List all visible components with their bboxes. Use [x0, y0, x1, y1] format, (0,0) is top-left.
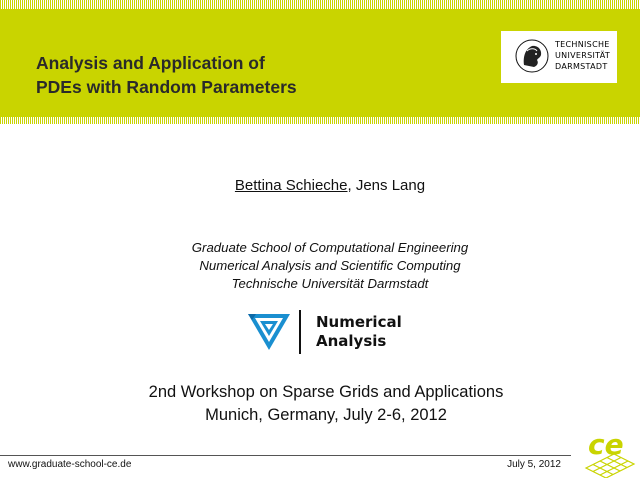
- university-name-line-3: DARMSTADT: [555, 62, 608, 71]
- header-hatch-bottom: [0, 117, 640, 124]
- footer-rule: [0, 455, 571, 456]
- coauthor-name: Jens Lang: [355, 177, 426, 194]
- header-hatch-top: [0, 0, 640, 9]
- footer-date: July 5, 2012: [507, 459, 561, 470]
- affiliation-line-3: Technische Universität Darmstadt: [231, 276, 429, 291]
- university-name-line-1: TECHNISCHE: [555, 40, 610, 49]
- numerical-analysis-wordmark: [316, 313, 402, 351]
- tu-darmstadt-logo: [501, 31, 617, 83]
- logo-divider: [299, 310, 301, 354]
- triangle-logo-icon: [248, 314, 290, 350]
- affiliation-line-1: Graduate School of Computational Engineering: [191, 240, 469, 255]
- affiliation: [0, 239, 640, 293]
- footer-url: www.graduate-school-ce.de: [8, 459, 132, 470]
- affiliation-line-2: Numerical Analysis and Scientific Computing: [199, 258, 461, 273]
- slide-title-line-2: PDEs with Random Parameters: [36, 77, 297, 97]
- slide-title: [36, 51, 297, 99]
- wordmark-line-2: Analysis: [316, 332, 387, 350]
- authors: [0, 177, 640, 194]
- author-separator: ,: [347, 177, 356, 194]
- athena-seal-icon: [515, 39, 549, 73]
- slide-title-line-1: Analysis and Application of: [36, 53, 265, 73]
- event-name: 2nd Workshop on Sparse Grids and Applications: [148, 383, 504, 401]
- event-info: [0, 381, 640, 427]
- ce-logo-icon: [578, 424, 638, 478]
- svg-text:ce: ce: [588, 428, 624, 461]
- university-name: [555, 39, 610, 72]
- presenter-name: Bettina Schieche: [234, 177, 348, 194]
- wordmark-line-1: Numerical: [316, 313, 402, 331]
- university-name-line-2: UNIVERSITÄT: [555, 51, 611, 60]
- event-location-date: Munich, Germany, July 2-6, 2012: [205, 406, 447, 424]
